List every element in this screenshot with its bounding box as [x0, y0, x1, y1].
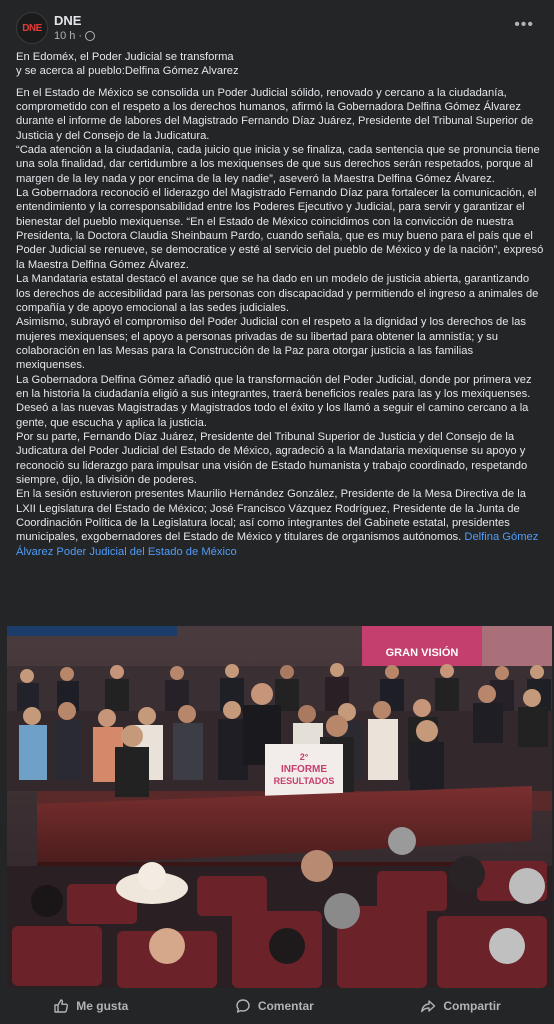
hashtag-links[interactable]: Delfina Gómez Álvarez Poder Judicial del Estado de México: [16, 531, 539, 558]
comment-label: Comentar: [257, 999, 314, 1013]
post-title-line: En Edoméx, el Poder Judicial se transforma: [16, 51, 234, 63]
podium-line-1: 2°: [299, 752, 309, 762]
ceremony-photo: [7, 626, 552, 988]
share-icon: [420, 998, 436, 1014]
more-options-icon[interactable]: •••: [514, 16, 534, 33]
post-meta: 10 h ·: [54, 30, 95, 42]
post-text: [16, 50, 544, 559]
post-time[interactable]: 10 h: [54, 30, 76, 42]
paragraph-last: [16, 487, 544, 559]
post-header: [16, 12, 538, 46]
podium-line-3: RESULTADOS: [273, 776, 335, 786]
comment-icon: [235, 998, 251, 1014]
post-actions: [0, 990, 554, 1022]
author-name[interactable]: DNE: [54, 13, 82, 28]
paragraph: La Gobernadora reconoció el liderazgo del Magistrado Fernando Díaz para fortalecer la comunicación, el entendimiento y la corresponsabilidad entre los Poderes Ejecutivo y Judicial, para servir y garantizar el bienestar del pueblo mexiquense. “En el Estado de México coincidimos con la convicción de nuestra Presidenta, la Doctora Claudia Sheinbaum Pardo, cuando señala, que es muy bueno para el país que el Poder Judicial se renueve, se democratice y esté al servicio del pueblo de México y de la nación”, expresó la Maestra Delfina Gómez Álvarez.: [16, 187, 544, 271]
avatar-logo: DNE: [22, 22, 42, 34]
paragraph: Asimismo, subrayó el compromiso del Poder Judicial con el respeto a la dignidad y los derechos de las mujeres mexiquenses; el apoyo a personas privadas de su libertad para obtener la amnistía; y su colaboración en las Mesas para la Construcción de la Paz para otorgar justicia a las familias mexiquenses.: [16, 316, 526, 372]
paragraph: La Mandataria estatal destacó el avance que se ha dado en un modelo de justicia abierta, garantizando los derechos de accesibilidad para las personas con discapacidad y permitiendo el ingreso a animales de compañía y de apoyo emocional a las sedes judiciales.: [16, 273, 539, 314]
paragraph: En el Estado de México se consolida un Poder Judicial sólido, renovado y cercano a la ciudadanía, comprometido con el respeto a los derechos humanos, afirmó la Gobernadora Delfina Gómez Álvarez durante el informe de labores del Magistrado Fernando Díaz Juárez, Presidente del Tribunal Superior de Justicia y del Consejo de la Judicatura.: [16, 86, 534, 142]
paragraph: Por su parte, Fernando Díaz Juárez, Presidente del Tribunal Superior de Justicia y del Consejo de la Judicatura del Poder Judicial del Estado de México, agradeció a la Mandataria mexiquense su apoyo y reconoció su liderazgo para impulsar una visión de Estado humanista y trabajo coordinado, respetando siempre, dijo, la división de poderes.: [16, 430, 528, 486]
share-button[interactable]: [410, 994, 510, 1018]
thumbs-up-icon: [53, 998, 69, 1014]
like-label: Me gusta: [76, 999, 129, 1013]
avatar[interactable]: [16, 12, 48, 44]
comment-button[interactable]: [225, 994, 324, 1018]
banner-text: GRAN VISIÓN: [385, 647, 459, 659]
podium-line-2: INFORME: [280, 764, 328, 775]
paragraph: En la sesión estuvieron presentes Maurilio Hernández González, Presidente de la Mesa Directiva de la LXII Legislatura del Estado de México; José Francisco Vázquez Rodríguez, Presidente de la Junta de Coordinación Política de la Legislatura local; así como integrantes del Gabinete estatal, presidentes municipales, exgobernadores del Estado de México y titulares de organismos autónomos.: [16, 488, 526, 544]
globe-icon: [85, 31, 95, 41]
paragraph: La Gobernadora Delfina Gómez añadió que la transformación del Poder Judicial, donde por primera vez en la historia la ciudadanía eligió a sus integrantes, traerá beneficios reales para las y los mexiquenses. Deseó a las nuevas Magistradas y Magistrados todo el éxito y los llamó a seguir el camino cercano a la gente, que escucha y aplica la justicia.: [16, 373, 532, 429]
post-title-line: y se acerca al pueblo:Delfina Gómez Alvarez: [16, 65, 239, 78]
post-photo[interactable]: [7, 626, 552, 988]
share-label: Compartir: [443, 999, 501, 1013]
paragraph: “Cada atención a la ciudadanía, cada juicio que inicia y se finaliza, cada sentencia que se pronuncia tiene una sola finalidad, dar certidumbre a los mexiquenses de que sus derechos serán respetados, porque al margen de la ley nada y por encima de la ley nadie”, aseveró la Maestra Delfina Gómez Álvarez.: [16, 144, 540, 185]
like-button[interactable]: [43, 994, 138, 1018]
